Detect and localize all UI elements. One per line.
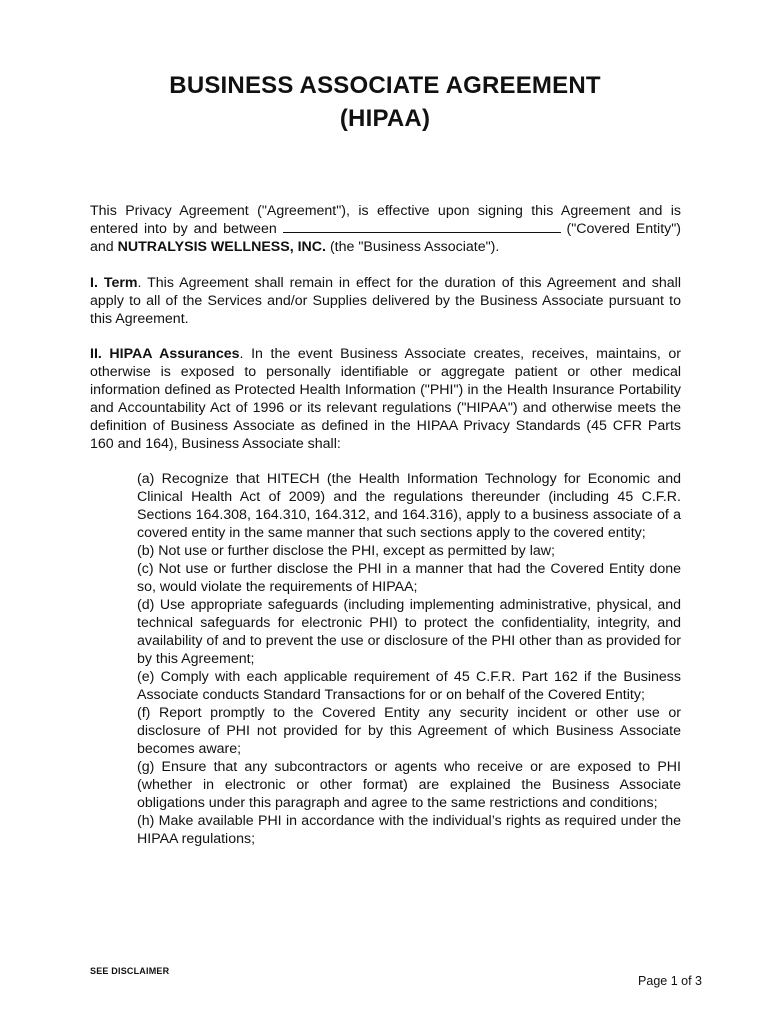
footer-disclaimer: SEE DISCLAIMER — [90, 966, 170, 976]
company-name: NUTRALYSIS WELLNESS, INC. — [117, 239, 326, 255]
document-subtitle: (HIPAA) — [339, 105, 431, 132]
intro-text-3: (the "Business Associate"). — [329, 239, 500, 255]
intro-paragraph — [90, 202, 681, 256]
intro-text-2: ("Covered Entity") and — [90, 221, 681, 255]
list-item-h: (h) Make available PHI in accordance with the individual’s rights as required under the HIPAA regulations; — [137, 813, 681, 847]
term-heading: I. Term — [90, 275, 138, 291]
assurances-text: . In the event Business Associate creates, receives, maintains, or otherwise is exposed to personally identifiable or aggregate patient or other medical information defined as Protected Health Information ("PHI") in the Health Insurance Portability and Accountability Act of 1996 or its relevant regulations ("HIPAA") and otherwise meets the definition of Business Associate as defined in the HIPAA Privacy Standards (45 CFR Parts 160 and 164), Business Associate shall: — [90, 346, 681, 452]
term-text: . This Agreement shall remain in effect for the duration of this Agreement and shall apply to all of the Services and/or Supplies delivered by the Business Associate pursuant to this Agreement. — [90, 275, 681, 327]
assurances-list — [137, 470, 681, 848]
list-item-c: (c) Not use or further disclose the PHI in a manner that had the Covered Entity done so, would violate the requirements of HIPAA; — [137, 561, 681, 595]
list-item-a: (a) Recognize that HITECH (the Health Information Technology for Economic and Clinical Health Act of 2009) and the regulations thereunder (including 45 C.F.R. Sections 164.308, 164.310, 164.312, and 164.316), apply to a business associate of a covered entity in the same manner that such sections apply to the covered entity; — [137, 471, 681, 541]
list-item-f: (f) Report promptly to the Covered Entity any security incident or other use or disclosure of PHI not provided for by this Agreement of which Business Associate becomes aware; — [137, 705, 681, 757]
covered-entity-blank-line[interactable] — [283, 220, 561, 233]
page-number: Page 1 of 3 — [638, 974, 702, 988]
document-title: BUSINESS ASSOCIATE AGREEMENT — [169, 72, 601, 99]
list-item-e: (e) Comply with each applicable requirement of 45 C.F.R. Part 162 if the Business Associate conducts Standard Transactions for or on behalf of the Covered Entity; — [137, 669, 681, 703]
assurances-heading: II. HIPAA Assurances — [90, 346, 240, 362]
list-item-d: (d) Use appropriate safeguards (including implementing administrative, physical, and technical safeguards for electronic PHI) to protect the confidentiality, integrity, and availability of and to prevent the use or disclosure of the PHI other than as provided for by this Agreement; — [137, 597, 681, 667]
list-item-g: (g) Ensure that any subcontractors or agents who receive or are exposed to PHI (whether in electronic or other format) are explained the Business Associate obligations under this paragraph and agree to the same restrictions and conditions; — [137, 759, 681, 811]
assurances-paragraph — [90, 345, 681, 453]
list-item-b: (b) Not use or further disclose the PHI, except as permitted by law; — [137, 543, 555, 559]
term-paragraph — [90, 274, 681, 328]
intro-text-1: This Privacy Agreement ("Agreement"), is effective upon signing this Agreement and is entered into by and between — [90, 203, 681, 237]
